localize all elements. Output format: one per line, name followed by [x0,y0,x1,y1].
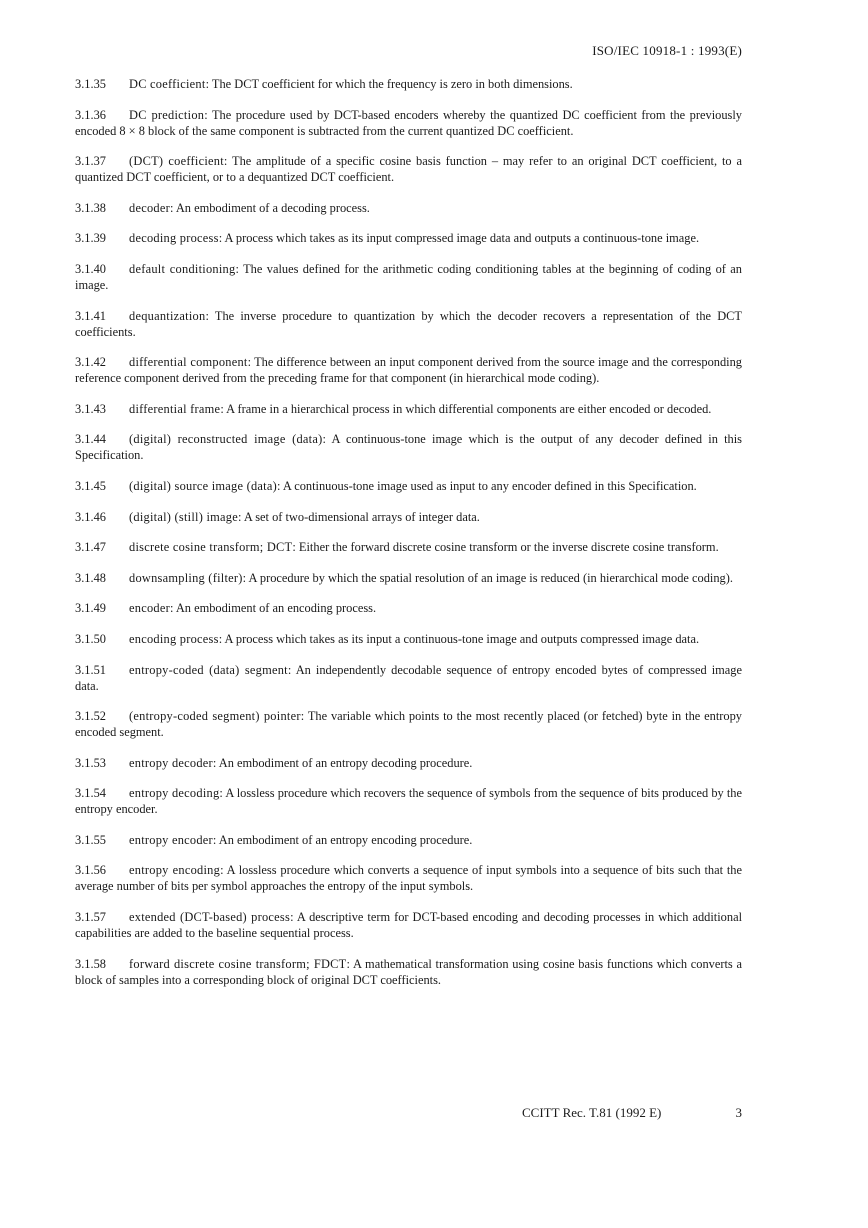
definition-entry: 3.1.50 encoding process: A process which takes as its input a continuous-tone image and outputs compressed image data. [75,631,700,646]
definition-entry: 3.1.43 differential frame: A frame in a hierarchical process in which differential components are either encoded or decoded. [75,401,712,416]
definition-text: An embodiment of a decoding process. [175,200,370,215]
definition-text: A process which takes as its input a continuous-tone image and outputs compressed image data. [224,631,700,646]
definition-term: entropy-coded (data) segment [129,662,288,677]
definition-text: A frame in a hierarchical process in which differential components are either encoded or decoded. [226,401,712,416]
definition-term: differential frame [129,401,221,416]
definition-entry: 3.1.38 decoder: An embodiment of a decoding process. [75,200,370,215]
definition-term: entropy encoding [129,863,221,878]
definition-number: 3.1.50 [75,631,106,646]
definition-entry: 3.1.56 entropy encoding: A lossless procedure which converts a sequence of input symbols into a sequence of bits such that the average number of bits per symbol approaches the entropy of the input symbols. [75,863,742,894]
definition-text: The inverse procedure to quantization by which the decoder recovers a representation of the DCT coefficients. [75,308,742,339]
definition-text: The difference between an input component derived from the source image and the corresponding reference component derived from the preceding frame for that component (in hierarchical mode coding). [75,355,742,386]
definition-entry: 3.1.44 (digital) reconstructed image (data): A continuous-tone image which is the output of any decoder defined in this Specification. [75,432,743,463]
definition-text: The variable which points to the most recently placed (or fetched) byte in the entropy encoded segment. [75,709,742,740]
definition-entry: 3.1.40 default conditioning: The values defined for the arithmetic coding conditioning tables at the beginning of coding of an image. [75,261,742,292]
definition-entry: 3.1.53 entropy decoder: An embodiment of an entropy decoding procedure. [75,755,473,770]
definition-entry: 3.1.57 extended (DCT-based) process: A descriptive term for DCT-based encoding and decoding processes in which additional capabilities are added to the baseline sequential process. [75,910,743,941]
definition-number: 3.1.53 [75,755,106,770]
definition-text: A continuous-tone image which is the output of any decoder defined in this Specification. [75,432,743,463]
definition-term: (entropy-coded segment) pointer [129,709,301,724]
definition-number: 3.1.47 [75,540,106,555]
definition-entry: 3.1.52 (entropy-coded segment) pointer: The variable which points to the most recently placed (or fetched) byte in the entropy encoded segment. [75,709,742,740]
definition-number: 3.1.38 [75,200,106,215]
definition-number: 3.1.57 [75,910,106,925]
definition-number: 3.1.39 [75,231,106,246]
definition-text: A mathematical transformation using cosine basis functions which converts a block of samples into a corresponding block of original DCT coefficients. [75,956,743,987]
definition-text: An independently decodable sequence of entropy encoded bytes of compressed image data. [75,662,743,693]
definition-term: encoder [129,601,170,616]
definition-entry: 3.1.58 forward discrete cosine transform; FDCT: A mathematical transformation using cosine basis functions which converts a block of samples into a corresponding block of original DCT coefficients. [75,956,743,987]
definition-number: 3.1.43 [75,401,106,416]
definition-term: default conditioning [129,261,236,276]
definition-term: entropy decoding [129,786,220,801]
definition-term: (digital) reconstructed image (data) [129,432,323,447]
definition-term: DC prediction [129,107,205,122]
definition-term: (DCT) coefficient [129,154,224,169]
definition-number: 3.1.45 [75,478,106,493]
definition-term: encoding process [129,631,219,646]
page-number: 3 [735,1105,742,1120]
definition-text: The procedure used by DCT-based encoders whereby the quantized DC coefficient from the previously encoded 8 × 8 block of the same component is subtracted from the current quantized DC coefficient. [75,107,742,138]
definition-text: Either the forward discrete cosine transform or the inverse discrete cosine transform. [298,540,719,555]
definition-text: A continuous-tone image used as input to any encoder defined in this Specification. [282,478,697,493]
page-footer [522,1105,744,1121]
definition-text: A descriptive term for DCT-based encoding and decoding processes in which additional capabilities are added to the baseline sequential process. [75,910,743,941]
definition-number: 3.1.49 [75,601,106,616]
definition-number: 3.1.36 [75,107,106,122]
definition-term: DC coefficient [129,77,206,91]
definition-text: The values defined for the arithmetic coding conditioning tables at the beginning of coding of an image. [75,261,742,292]
definition-term: entropy decoder [129,755,213,770]
definition-number: 3.1.40 [75,261,106,276]
definition-text: An embodiment of an entropy encoding procedure. [218,832,473,847]
definition-text: A process which takes as its input compressed image data and outputs a continuous-tone image. [224,231,700,246]
definition-number: 3.1.37 [75,154,106,169]
definition-number: 3.1.35 [75,77,106,91]
definition-term: decoder [129,200,170,215]
definition-term: forward discrete cosine transform; FDCT [129,956,347,971]
definition-number: 3.1.55 [75,832,106,847]
definition-term: discrete cosine transform; DCT [129,540,293,555]
definition-text: A procedure by which the spatial resolution of an image is reduced (in hierarchical mode coding). [248,570,733,585]
definition-term: (digital) source image (data) [129,478,277,493]
definition-number: 3.1.51 [75,662,106,677]
definition-term: dequantization [129,308,206,323]
definition-entry: 3.1.37 (DCT) coefficient: The amplitude of a specific cosine basis function – may refer to an original DCT coefficient, to a quantized DCT coefficient, or to a dequantized DCT coefficient. [75,154,742,185]
definition-number: 3.1.56 [75,863,106,878]
definition-entry: 3.1.35 DC coefficient: The DCT coefficient for which the frequency is zero in both dimensions. [75,77,573,91]
definition-number: 3.1.41 [75,308,106,323]
definition-entry: 3.1.41 dequantization: The inverse procedure to quantization by which the decoder recovers a representation of the DCT coefficients. [75,308,742,339]
definition-entry: 3.1.49 encoder: An embodiment of an encoding process. [75,601,377,616]
definitions-list [75,76,742,1002]
definition-entry: 3.1.39 decoding process: A process which takes as its input compressed image data and outputs a continuous-tone image. [75,231,700,246]
definition-text: The DCT coefficient for which the frequency is zero in both dimensions. [211,77,573,91]
definition-term: (digital) (still) image [129,509,238,524]
definition-entry: 3.1.54 entropy decoding: A lossless procedure which recovers the sequence of symbols from the sequence of bits produced by the entropy encoder. [75,786,742,817]
definition-text: A lossless procedure which recovers the sequence of symbols from the sequence of bits produced by the entropy encoder. [75,786,742,817]
definition-text: An embodiment of an encoding process. [175,601,377,616]
definition-number: 3.1.58 [75,956,106,971]
footer-reference: CCITT Rec. T.81 (1992 E) [522,1105,662,1120]
definition-term: downsampling (filter) [129,570,243,585]
page-header: ISO/IEC 10918-1 : 1993(E) [592,43,742,58]
definition-term: differential component [129,355,248,370]
definition-number: 3.1.54 [75,786,106,801]
definition-entry: 3.1.42 differential component: The difference between an input component derived from the source image and the corresponding reference component derived from the preceding frame for that component (in hierarchical mode coding). [75,355,742,386]
definition-entry: 3.1.36 DC prediction: The procedure used by DCT-based encoders whereby the quantized DC coefficient from the previously encoded 8 × 8 block of the same component is subtracted from the current quantized DC coefficient. [75,107,742,138]
definition-number: 3.1.46 [75,509,106,524]
definition-entry: 3.1.55 entropy encoder: An embodiment of an entropy encoding procedure. [75,832,473,847]
definition-number: 3.1.52 [75,709,106,724]
definition-term: entropy encoder [129,832,213,847]
definition-text: A lossless procedure which converts a sequence of input symbols into a sequence of bits such that the average number of bits per symbol approaches the entropy of the input symbols. [75,863,742,894]
definition-entry: 3.1.47 discrete cosine transform; DCT: Either the forward discrete cosine transform or the inverse discrete cosine transform. [75,540,719,555]
definition-number: 3.1.42 [75,355,106,370]
definition-text: An embodiment of an entropy decoding procedure. [218,755,473,770]
definition-entry: 3.1.51 entropy-coded (data) segment: An independently decodable sequence of entropy encoded bytes of compressed image data. [75,662,743,693]
definition-entry: 3.1.46 (digital) (still) image: A set of two-dimensional arrays of integer data. [75,509,480,524]
definition-term: decoding process [129,231,219,246]
definition-number: 3.1.48 [75,570,106,585]
definition-entry: 3.1.45 (digital) source image (data): A continuous-tone image used as input to any encoder defined in this Specification. [75,478,697,493]
definition-text: The amplitude of a specific cosine basis function – may refer to an original DCT coefficient, to a quantized DCT coefficient, or to a dequantized DCT coefficient. [75,154,742,185]
definition-text: A set of two-dimensional arrays of integer data. [243,509,480,524]
definition-term: extended (DCT-based) process [129,910,291,925]
definition-number: 3.1.44 [75,432,106,447]
definition-entry: 3.1.48 downsampling (filter): A procedure by which the spatial resolution of an image is reduced (in hierarchical mode coding). [75,570,733,585]
